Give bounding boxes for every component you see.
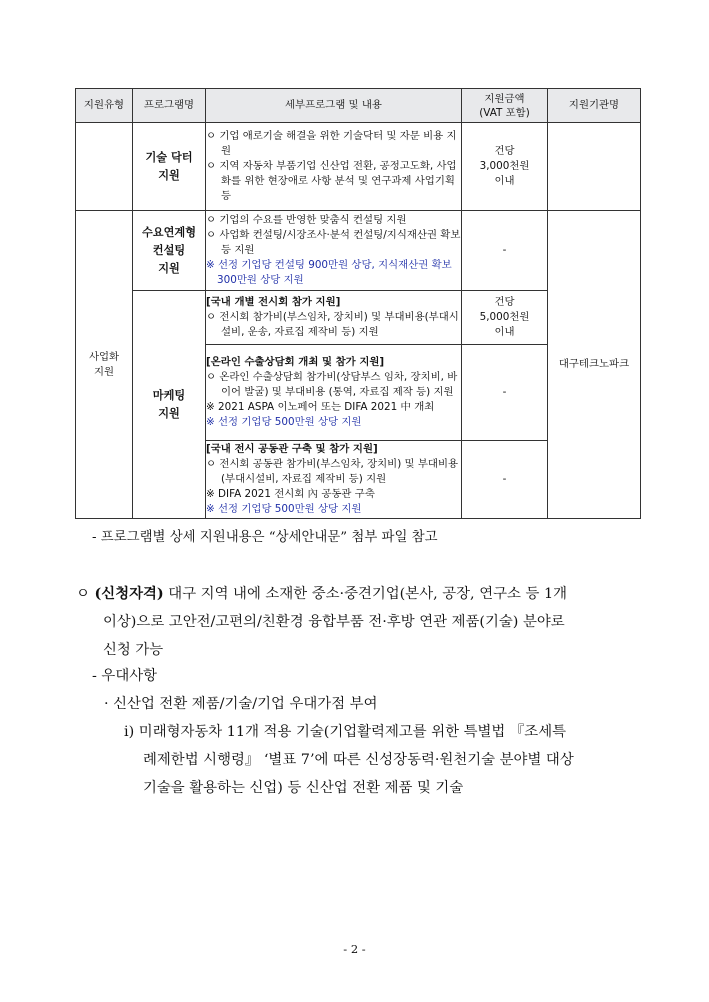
preference-item: · 신산업 전환 제품/기술/기업 우대가점 부여	[104, 696, 378, 712]
agency-daegu-technopark: 대구테크노파크	[548, 211, 641, 519]
list-item: ㅇ 전시회 참가비(부스임차, 장치비) 및 부대비용(부대시설비, 운송, 자료집 제작비 등) 지원	[206, 311, 459, 338]
amount-exhibition: 건당 5,000천원 이내	[462, 291, 548, 345]
amount-consulting: -	[462, 211, 548, 291]
amount-tech-doctor: 건당 3,000천원 이내	[462, 123, 548, 211]
note: ※ DIFA 2021 전시회 內 공동관 구축	[206, 488, 375, 500]
detail-online-export	[206, 345, 462, 441]
type-commercialization: 사업화 지원	[76, 211, 133, 519]
header-detail: 세부프로그램 및 내용	[206, 89, 462, 123]
preference-detail-line-1: ⅰ) 미래형자동차 11개 적용 기술(기업활력제고를 위한 특별법 『조세특	[124, 724, 566, 740]
detail-tech-doctor	[206, 123, 462, 211]
note: ※ 선정 기업당 500만원 상당 지원	[206, 416, 362, 428]
page-number: - 2 -	[343, 942, 366, 956]
program-tech-doctor: 기술 닥터 지원	[133, 123, 206, 211]
reference-note: - 프로그램별 상세 지원내용은 “상세안내문” 첨부 파일 참고	[92, 530, 438, 545]
sub-title: [온라인 수출상담회 개최 및 참가 지원]	[206, 356, 385, 368]
header-amount: 지원금액 (VAT 포함)	[462, 89, 548, 123]
note: ※ 2021 ASPA 이노페어 또는 DIFA 2021 中 개최	[206, 401, 435, 413]
eligibility-line-3: 신청 가능	[103, 642, 164, 658]
support-program-table	[75, 88, 641, 519]
header-agency: 지원기관명	[548, 89, 641, 123]
eligibility-line-2: 이상)으로 고안전/고편의/친환경 융합부품 전·후방 연관 제품(기술) 분야로	[103, 614, 565, 630]
eligibility-label: (신청자격)	[94, 585, 164, 602]
list-item: ㅇ 전시회 공동관 참가비(부스임차, 장치비) 및 부대비용(부대시설비, 자료집 제작비 등) 지원	[206, 458, 459, 485]
detail-exhibition	[206, 291, 462, 345]
table-header-row	[76, 89, 641, 123]
program-consulting: 수요연계형 컨설팅 지원	[133, 211, 206, 291]
type-cell-empty	[76, 123, 133, 211]
list-item: ㅇ 사업화 컨설팅/시장조사·분석 컨설팅/지식재산권 확보 등 지원	[206, 229, 461, 256]
detail-consulting	[206, 211, 462, 291]
amount-joint-pavilion: -	[462, 441, 548, 519]
preference-detail-line-3: 기술을 활용하는 신업) 등 신산업 전환 제품 및 기술	[143, 780, 464, 796]
header-support-type: 지원유형	[76, 89, 133, 123]
note: ※ 선정 기업당 컨설팅 900만원 상당, 지식재산권 확보 300만원 상당 지원	[206, 259, 452, 286]
program-marketing: 마케팅 지원	[133, 291, 206, 519]
preference-detail-line-2: 례제한법 시행령』 ‘별표 7’에 따른 신성장동력·원천기술 분야별 대상	[143, 752, 574, 768]
sub-title: [국내 전시 공동관 구축 및 참가 지원]	[206, 443, 378, 455]
table-row	[76, 211, 641, 291]
detail-joint-pavilion	[206, 441, 462, 519]
eligibility-line-1: ㅇ (신청자격) 대구 지역 내에 소재한 중소·중견기업(본사, 공장, 연구소 등 1개	[76, 585, 568, 602]
list-item: ㅇ 기업 애로기술 해결을 위한 기술닥터 및 자문 비용 지원	[206, 130, 457, 157]
circle-bullet: ㅇ	[76, 586, 90, 602]
list-item: ㅇ 기업의 수요를 반영한 맞춤식 컨설팅 지원	[206, 214, 407, 226]
header-program-name: 프로그램명	[133, 89, 206, 123]
preference-heading: - 우대사항	[92, 668, 158, 684]
agency-cell-empty	[548, 123, 641, 211]
sub-title: [국내 개별 전시회 참가 지원]	[206, 296, 341, 308]
amount-online-export: -	[462, 345, 548, 441]
list-item: ㅇ 지역 자동차 부품기업 신산업 전환, 공정고도화, 사업화를 위한 현장애로 사항 분석 및 연구과제 사업기획 등	[206, 160, 457, 202]
table-row	[76, 123, 641, 211]
list-item: ㅇ 온라인 수출상담회 참가비(상담부스 임차, 장치비, 바이어 발굴) 및 부대비용 (통역, 자료집 제작 등) 지원	[206, 371, 458, 398]
note: ※ 선정 기업당 500만원 상당 지원	[206, 503, 362, 515]
